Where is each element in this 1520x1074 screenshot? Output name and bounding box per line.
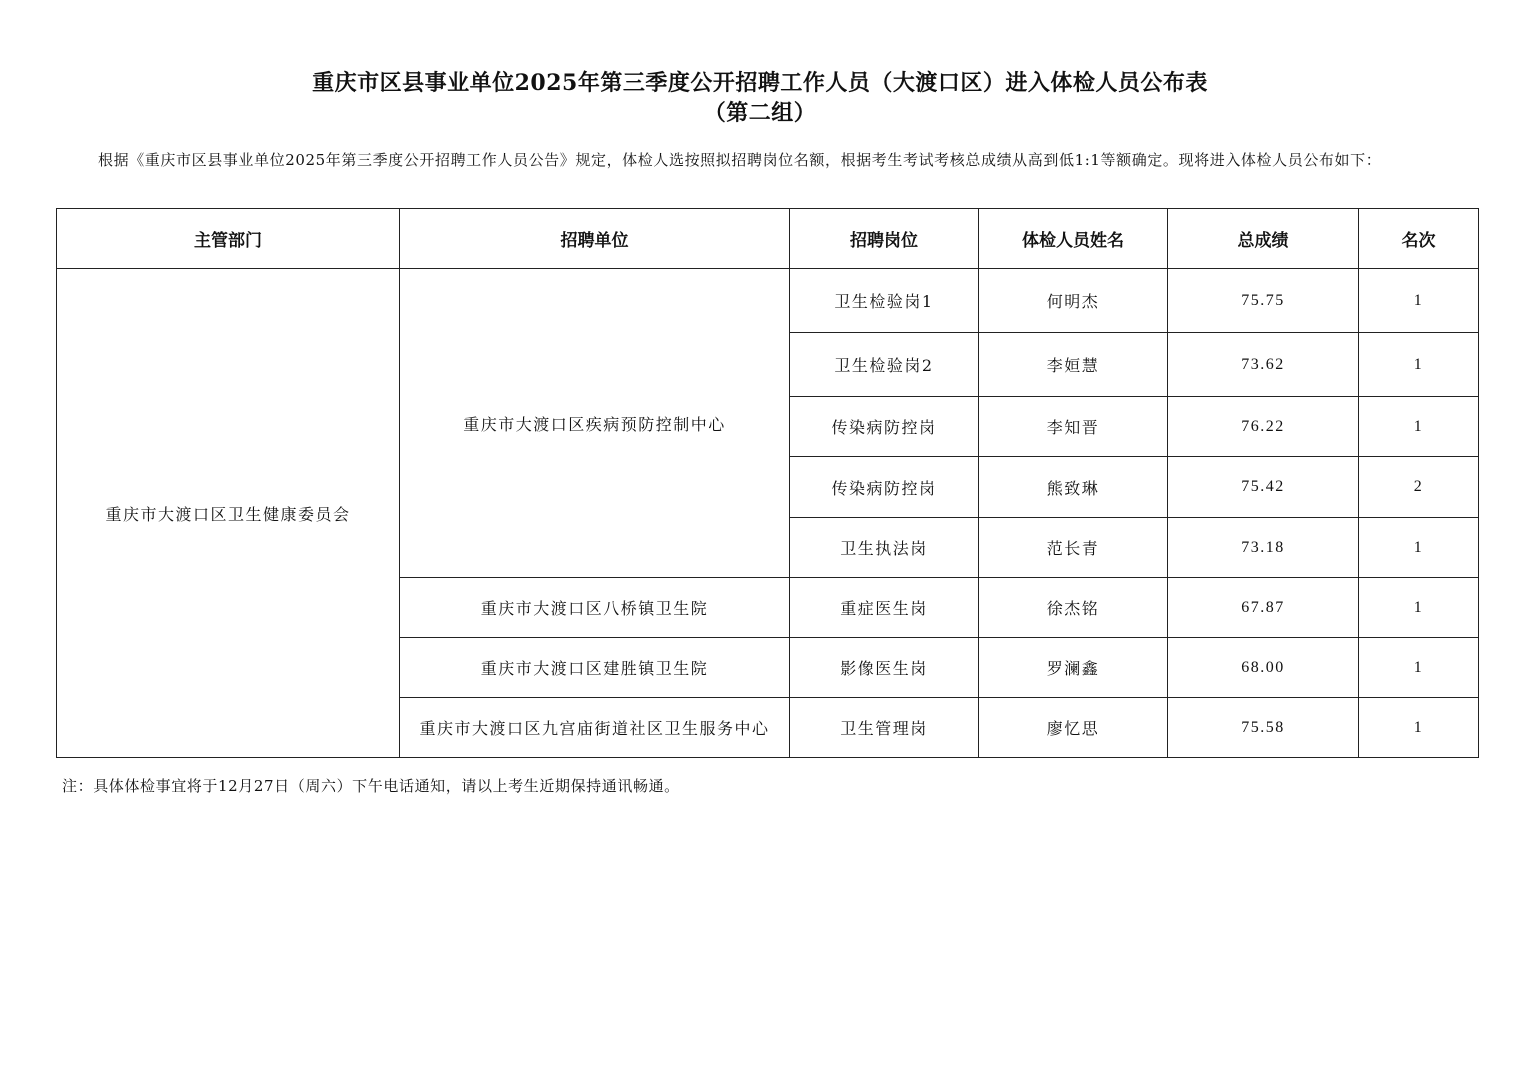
rank-cell: 1 (1359, 518, 1479, 578)
position-cell: 重症医生岗 (790, 578, 979, 638)
unit-cell: 重庆市大渡口区八桥镇卫生院 (400, 578, 790, 638)
name-cell: 李知晋 (979, 397, 1168, 457)
rank-cell: 1 (1359, 269, 1479, 333)
score-cell: 76.22 (1168, 397, 1359, 457)
score-cell: 75.42 (1168, 457, 1359, 518)
unit-cell: 重庆市大渡口区疾病预防控制中心 (400, 269, 790, 578)
score-cell: 75.75 (1168, 269, 1359, 333)
table-row (57, 269, 1479, 333)
name-cell: 李姮慧 (979, 333, 1168, 397)
position-cell: 卫生管理岗 (790, 698, 979, 758)
position-cell: 传染病防控岗 (790, 457, 979, 518)
rank-cell: 1 (1359, 638, 1479, 698)
department-cell: 重庆市大渡口区卫生健康委员会 (57, 269, 400, 758)
position-cell: 卫生检验岗2 (790, 333, 979, 397)
position-cell: 卫生检验岗1 (790, 269, 979, 333)
name-cell: 何明杰 (979, 269, 1168, 333)
header-unit: 招聘单位 (400, 209, 790, 269)
position-cell: 影像医生岗 (790, 638, 979, 698)
name-cell: 廖忆思 (979, 698, 1168, 758)
position-cell: 传染病防控岗 (790, 397, 979, 457)
name-cell: 徐杰铭 (979, 578, 1168, 638)
header-department: 主管部门 (57, 209, 400, 269)
score-cell: 75.58 (1168, 698, 1359, 758)
score-cell: 68.00 (1168, 638, 1359, 698)
header-rank: 名次 (1359, 209, 1479, 269)
score-cell: 67.87 (1168, 578, 1359, 638)
rank-cell: 1 (1359, 333, 1479, 397)
rank-cell: 2 (1359, 457, 1479, 518)
page-subtitle: （第二组） (703, 100, 817, 126)
score-cell: 73.62 (1168, 333, 1359, 397)
exam-candidates-table (56, 208, 1479, 758)
footnote: 注：具体体检事宜将于12月27日（周六）下午电话通知，请以上考生近期保持通讯畅通。 (62, 777, 680, 795)
rank-cell: 1 (1359, 397, 1479, 457)
rank-cell: 1 (1359, 698, 1479, 758)
header-score: 总成绩 (1168, 209, 1359, 269)
rank-cell: 1 (1359, 578, 1479, 638)
name-cell: 范长青 (979, 518, 1168, 578)
unit-cell: 重庆市大渡口区九宫庙街道社区卫生服务中心 (400, 698, 790, 758)
header-position: 招聘岗位 (790, 209, 979, 269)
table-header-row (57, 209, 1479, 269)
position-cell: 卫生执法岗 (790, 518, 979, 578)
name-cell: 罗澜鑫 (979, 638, 1168, 698)
intro-paragraph: 根据《重庆市区县事业单位2025年第三季度公开招聘工作人员公告》规定，体检人选按照拟招聘岗位名额，根据考生考试考核总成绩从高到低1:1等额确定。现将进入体检人员公布如下： (98, 151, 1382, 169)
score-cell: 73.18 (1168, 518, 1359, 578)
name-cell: 熊致琳 (979, 457, 1168, 518)
page-title: 重庆市区县事业单位2025年第三季度公开招聘工作人员（大渡口区）进入体检人员公布表 (312, 70, 1208, 96)
header-name: 体检人员姓名 (979, 209, 1168, 269)
unit-cell: 重庆市大渡口区建胜镇卫生院 (400, 638, 790, 698)
